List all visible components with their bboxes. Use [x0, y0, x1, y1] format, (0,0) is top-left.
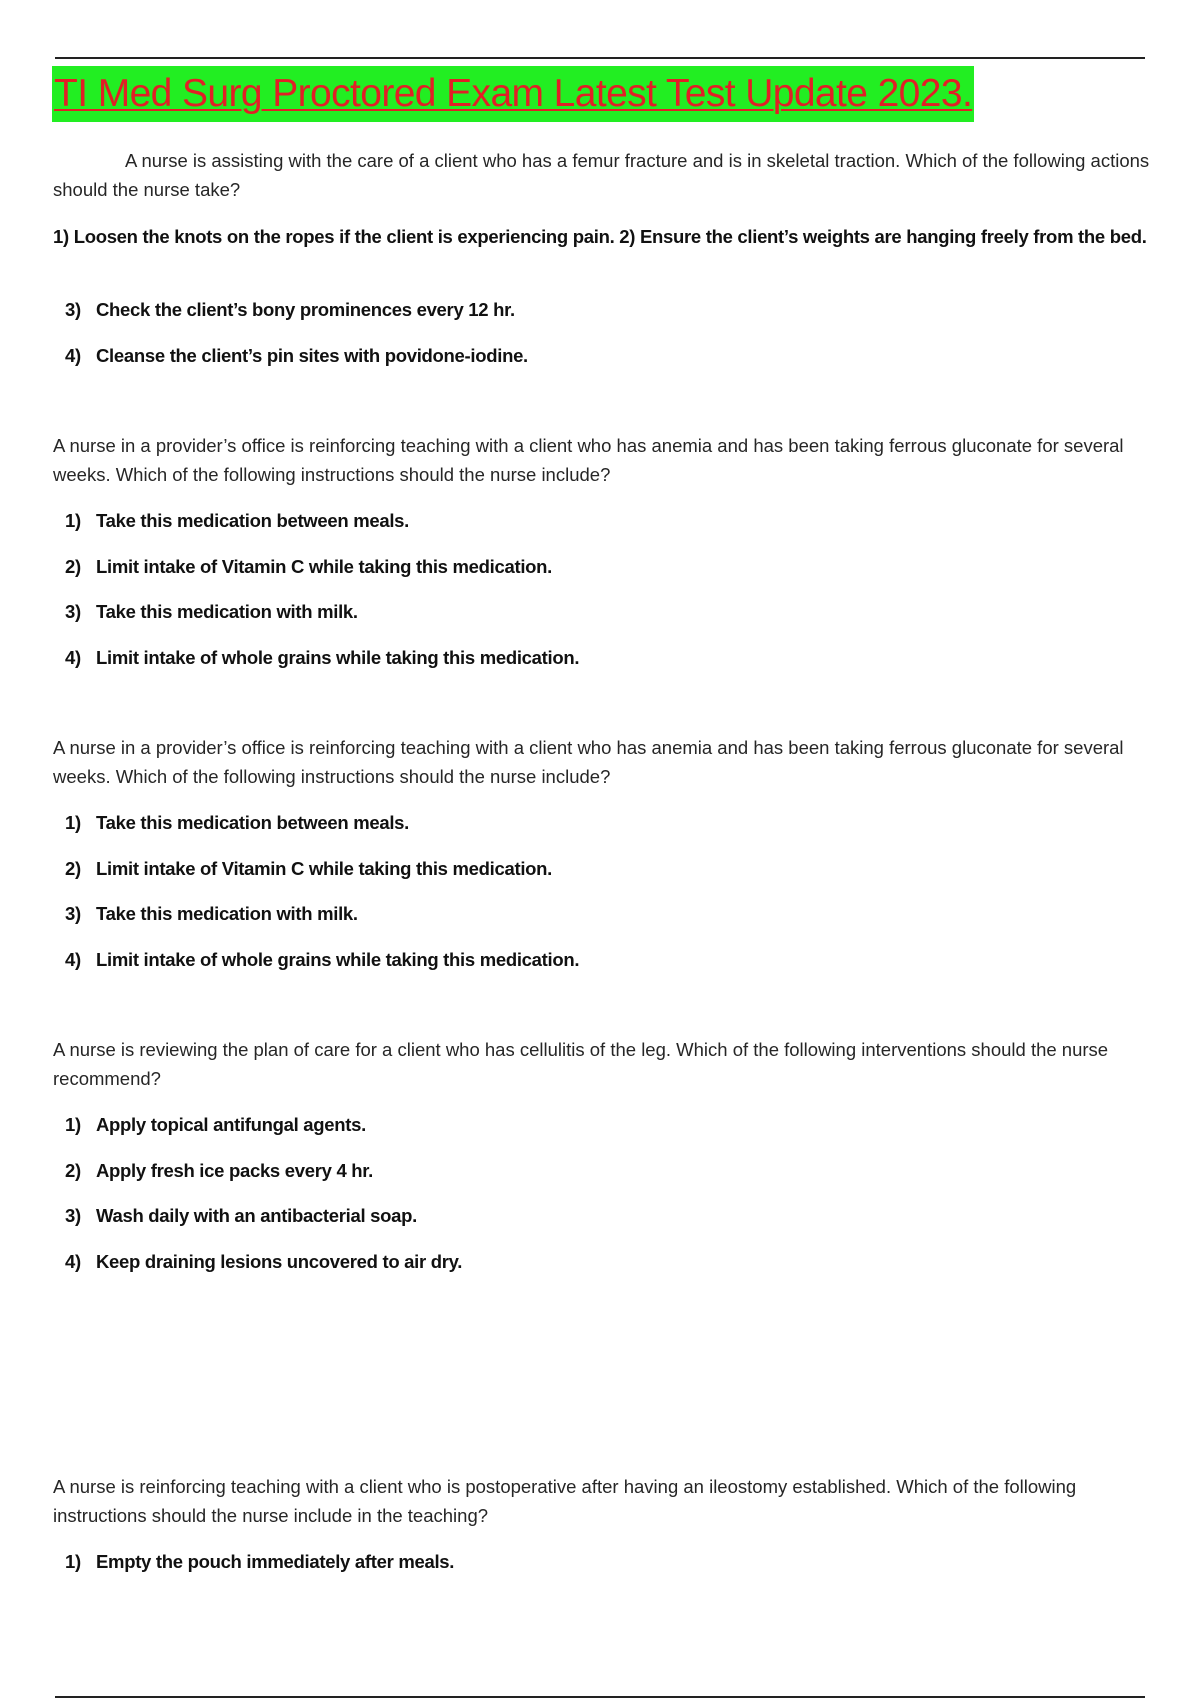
- question-2-option-1: [65, 508, 409, 534]
- option-text: Limit intake of Vitamin C while taking this medication.: [96, 858, 553, 879]
- question-5-option-1: [65, 1549, 454, 1575]
- option-number: 3): [65, 903, 81, 924]
- question-1-options-1-2: 1) Loosen the knots on the ropes if the client is experiencing pain. 2) Ensure the client’s weights are hanging freely from the bed.: [53, 226, 1147, 247]
- option-text: Wash daily with an antibacterial soap.: [96, 1205, 417, 1226]
- question-4-option-4: [65, 1249, 462, 1275]
- question-4-stem: A nurse is reviewing the plan of care for a client who has cellulitis of the leg. Which of the following interventions should the nurse recommend?: [53, 1039, 1109, 1089]
- bottom-rule: [55, 1696, 1145, 1698]
- question-3-option-4: [65, 947, 579, 973]
- question-4-option-2: [65, 1158, 373, 1184]
- question-1-stem: A nurse is assisting with the care of a client who has a femur fracture and is in skeletal traction. Which of the following actions should the nurse take?: [53, 150, 1150, 200]
- option-number: 4): [65, 1251, 81, 1272]
- page-title: TI Med Surg Proctored Exam Latest Test Update 2023.: [52, 66, 974, 122]
- option-text: Take this medication with milk.: [96, 601, 358, 622]
- option-text: Check the client’s bony prominences every 12 hr.: [96, 299, 515, 320]
- question-3-option-2: [65, 856, 552, 882]
- option-number: 2): [65, 556, 81, 577]
- question-2-stem: A nurse in a provider’s office is reinforcing teaching with a client who has anemia and has been taking ferrous gluconate for several weeks. Which of the following instructions should the nurse include?: [53, 435, 1124, 485]
- question-3-stem: A nurse in a provider’s office is reinforcing teaching with a client who has anemia and has been taking ferrous gluconate for several weeks. Which of the following instructions should the nurse include?: [53, 737, 1124, 787]
- question-1-option-3: [65, 297, 515, 323]
- question-4-option-3: [65, 1203, 417, 1229]
- option-number: 1): [65, 812, 81, 833]
- option-number: 3): [65, 601, 81, 622]
- option-number: 2): [65, 858, 81, 879]
- option-text: Limit intake of whole grains while taking this medication.: [96, 949, 580, 970]
- option-text: Empty the pouch immediately after meals.: [96, 1551, 455, 1572]
- option-text: Take this medication between meals.: [96, 812, 410, 833]
- question-3-option-1: [65, 810, 409, 836]
- option-number: 4): [65, 949, 81, 970]
- question-2-option-4: [65, 645, 579, 671]
- option-number: 4): [65, 647, 81, 668]
- question-1-option-4: [65, 343, 528, 369]
- option-text: Apply topical antifungal agents.: [96, 1114, 366, 1135]
- question-2-option-3: [65, 599, 358, 625]
- option-text: Cleanse the client’s pin sites with povidone-iodine.: [96, 345, 528, 366]
- question-2-option-2: [65, 554, 552, 580]
- option-text: Apply fresh ice packs every 4 hr.: [96, 1160, 374, 1181]
- top-rule: [55, 57, 1145, 59]
- option-number: 2): [65, 1160, 81, 1181]
- option-number: 4): [65, 345, 81, 366]
- option-number: 1): [65, 510, 81, 531]
- option-text: Limit intake of whole grains while taking this medication.: [96, 647, 580, 668]
- option-text: Take this medication with milk.: [96, 903, 358, 924]
- question-4-option-1: [65, 1112, 366, 1138]
- question-3-option-3: [65, 901, 358, 927]
- option-number: 3): [65, 299, 81, 320]
- option-text: Keep draining lesions uncovered to air dry.: [96, 1251, 463, 1272]
- option-number: 3): [65, 1205, 81, 1226]
- option-number: 1): [65, 1551, 81, 1572]
- option-number: 1): [65, 1114, 81, 1135]
- option-text: Limit intake of Vitamin C while taking this medication.: [96, 556, 553, 577]
- question-5-stem: A nurse is reinforcing teaching with a client who is postoperative after having an ileostomy established. Which of the following instructions should the nurse include in the teaching?: [53, 1476, 1077, 1526]
- option-text: Take this medication between meals.: [96, 510, 410, 531]
